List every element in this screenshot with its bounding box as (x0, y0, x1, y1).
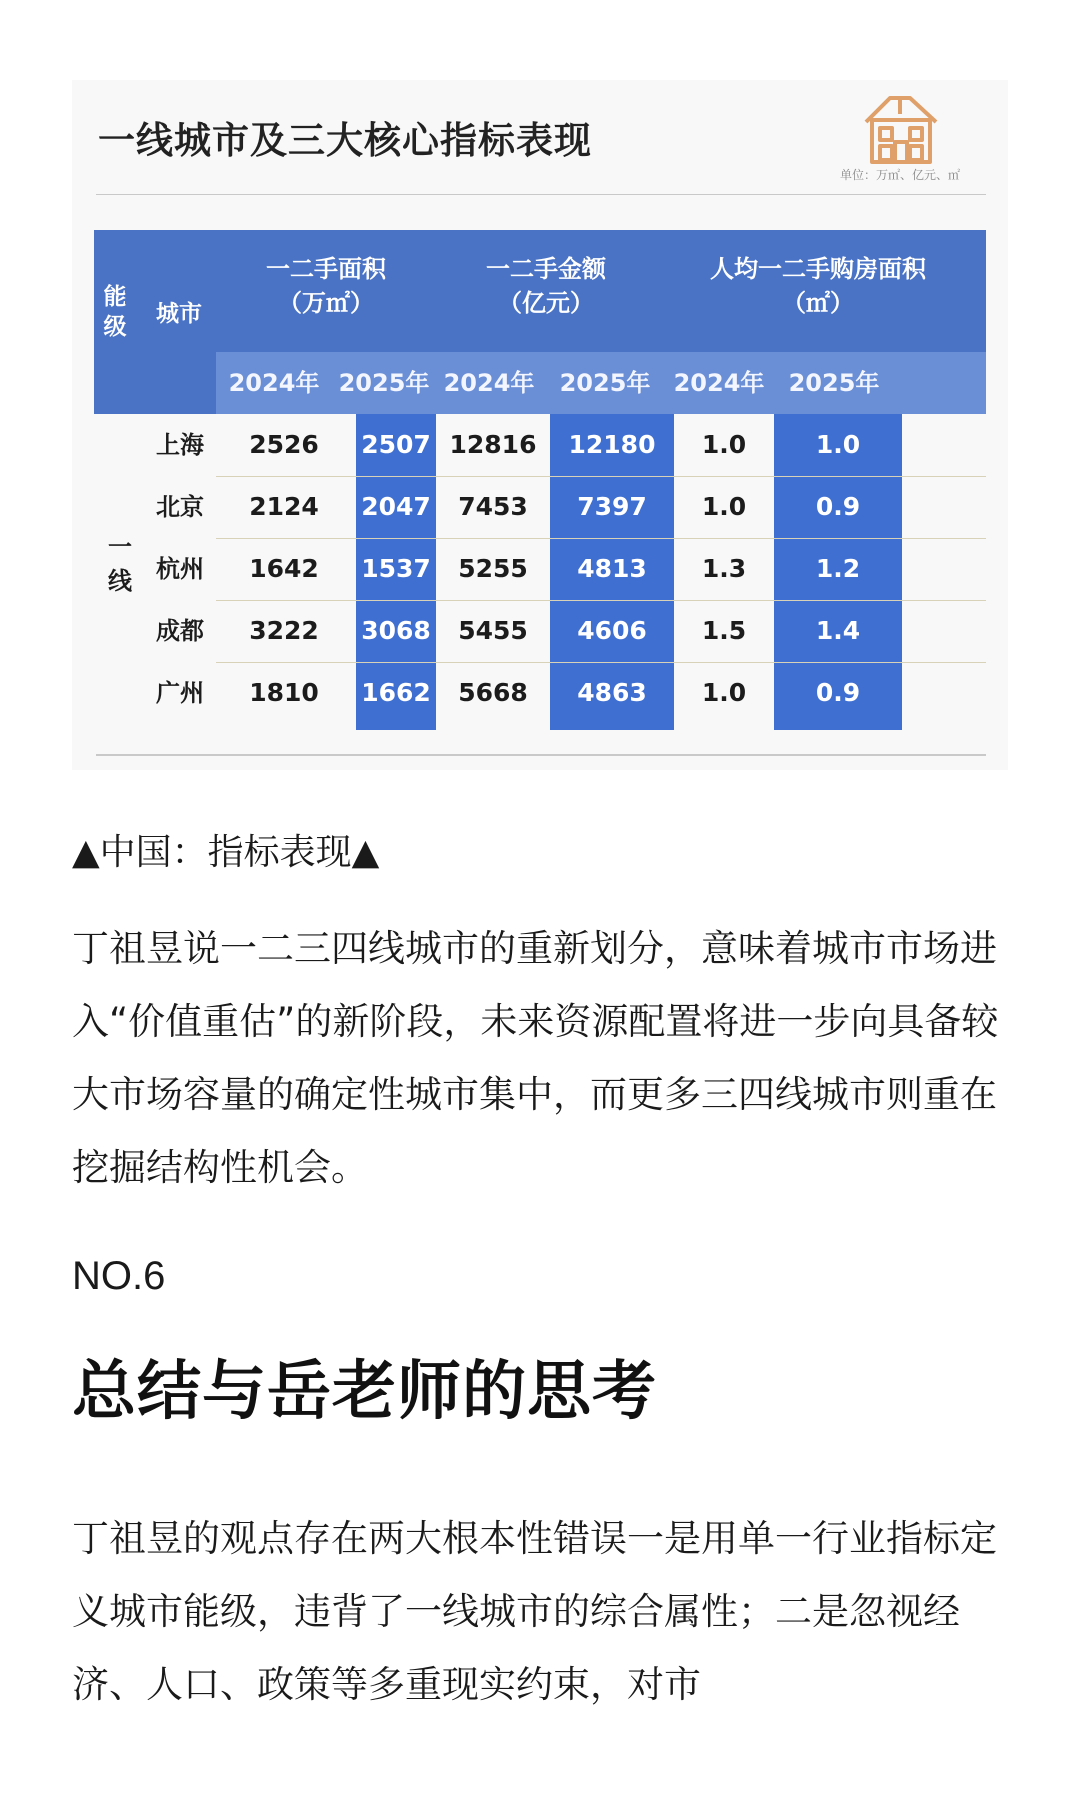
table-cell: 4606 (577, 616, 647, 645)
table-cell: 12180 (568, 430, 656, 459)
table-cell: 4813 (577, 554, 647, 583)
header-group-area-unit: （万㎡） (278, 289, 374, 317)
section-heading: 总结与岳老师的思考 (72, 1355, 657, 1429)
figure-caption: ▲中国：指标表现▲ (72, 832, 380, 873)
header-group-amount (436, 252, 656, 320)
city-name: 广州 (156, 679, 204, 707)
table-cell: 5668 (458, 678, 528, 707)
table-cell: 3068 (361, 616, 431, 645)
table-cell: 12816 (449, 430, 537, 459)
unit-note: 单位：万㎡、亿元、㎡ (840, 168, 961, 182)
header-year: 2024年 (673, 369, 765, 397)
house-logo-icon (860, 88, 942, 166)
header-city: 城市 (156, 301, 202, 327)
table-cell: 1662 (361, 678, 431, 707)
city-name: 北京 (156, 493, 204, 521)
table-cell: 1.0 (815, 430, 861, 459)
table-cell: 1.4 (815, 616, 861, 645)
table-cell: 1.2 (815, 554, 861, 583)
table-cell: 1.5 (701, 616, 747, 645)
table-header-left (94, 352, 216, 414)
table-cell: 1537 (361, 554, 431, 583)
table-cell: 3222 (249, 616, 319, 645)
table-cell: 0.9 (815, 678, 861, 707)
header-year: 2024年 (228, 369, 320, 397)
header-group-area-title: 一二手面积 (266, 255, 386, 283)
city-name: 杭州 (156, 555, 204, 583)
table-cell: 1.0 (701, 492, 747, 521)
table-cell: 1810 (249, 678, 319, 707)
table-cell: 4863 (577, 678, 647, 707)
table-cell: 5455 (458, 616, 528, 645)
table-cell: 1.0 (701, 430, 747, 459)
city-name: 成都 (156, 617, 204, 645)
header-group-per-capita (650, 252, 986, 320)
header-group-amount-unit: （亿元） (498, 289, 594, 317)
table-cell: 0.9 (815, 492, 861, 521)
table-cell: 2047 (361, 492, 431, 521)
header-group-area (216, 252, 436, 320)
header-year: 2025年 (559, 369, 651, 397)
paragraph: 丁祖昱说一二三四线城市的重新划分，意味着城市市场进入“价值重估”的新阶段，未来资源配置将进一步向具备较大市场容量的确定性城市集中，而更多三四线城市则重在挖掘结构性机会。 (72, 927, 999, 1189)
table-cell: 1.3 (701, 554, 747, 583)
indicator-figure (72, 80, 1008, 770)
figure-title: 一线城市及三大核心指标表现 (98, 119, 592, 162)
header-group-amount-title: 一二手金额 (486, 255, 606, 283)
indicator-table (94, 230, 986, 730)
header-group-per-capita-unit: （㎡） (782, 289, 854, 317)
table-cell: 7397 (577, 492, 647, 521)
tier-label: 一线 (108, 533, 132, 595)
table-cell: 1642 (249, 554, 319, 583)
figure-divider-bottom (96, 754, 986, 756)
table-cell: 2526 (249, 430, 319, 459)
table-cell: 2124 (249, 492, 319, 521)
section-number: NO.6 (72, 1254, 166, 1298)
header-tier: 能级 (103, 284, 127, 340)
header-group-per-capita-title: 人均一二手购房面积 (710, 255, 926, 283)
table-cell: 1.0 (701, 678, 747, 707)
header-year: 2025年 (788, 369, 880, 397)
figure-divider-top (96, 194, 986, 195)
city-name: 上海 (156, 431, 204, 459)
table-cell: 2507 (361, 430, 431, 459)
header-year: 2025年 (338, 369, 430, 397)
header-year: 2024年 (443, 369, 535, 397)
table-cell: 7453 (458, 492, 528, 521)
paragraph: 丁祖昱的观点存在两大根本性错误一是用单一行业指标定义城市能级，违背了一线城市的综合属性；二是忽视经济、人口、政策等多重现实约束，对市 (72, 1517, 997, 1706)
table-cell: 5255 (458, 554, 528, 583)
